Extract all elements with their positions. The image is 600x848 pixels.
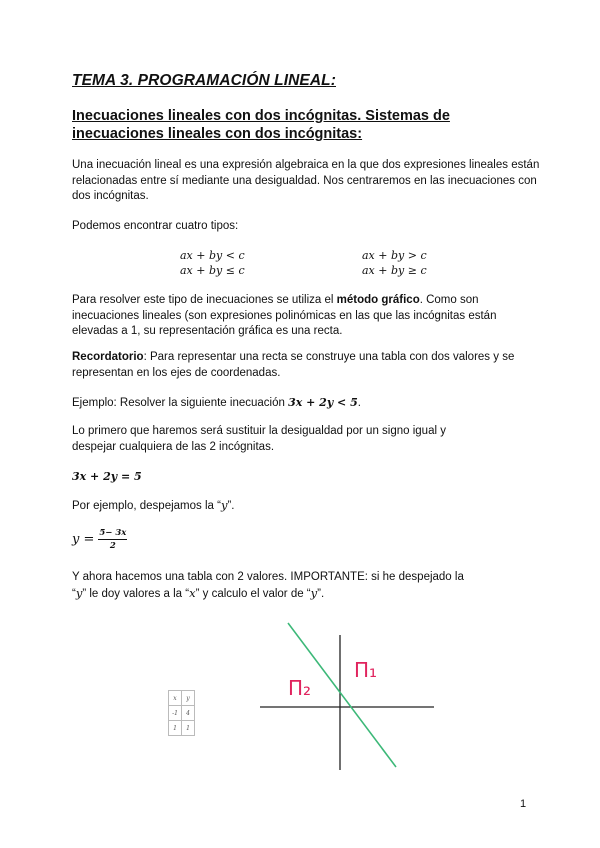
table-cell: -1 (169, 706, 182, 721)
example-text: Ejemplo: Resolver la siguiente inecuación (72, 397, 289, 409)
solve-line (72, 498, 234, 515)
page-title: TEMA 3. PROGRAMACIÓN LINEAL: (72, 72, 336, 89)
first-step-line-1: Lo primero que haremos será sustituir la desigualdad por un signo igual y (72, 425, 446, 437)
section-subtitle (72, 107, 472, 143)
table-l2-b: ” le doy valores a la “ (82, 587, 190, 600)
subtitle-line-2: inecuaciones lineales con dos incógnitas: (72, 126, 363, 142)
table-l2-y: y (75, 585, 83, 600)
method-line-1 (72, 293, 496, 309)
inequality-less-equal: ax + by ≤ c (180, 264, 245, 277)
solve-pre: Por ejemplo, despejamos la “ (72, 500, 221, 512)
method-bold: método gráfico (336, 294, 420, 306)
table-cell: 1 (169, 721, 182, 736)
method-paragraph (72, 293, 496, 340)
example-math: 3x + 2y < 5 (288, 396, 358, 409)
method-text-pre: Para resolver este tipo de inecuaciones se utiliza el (72, 294, 337, 306)
values-table (168, 690, 195, 736)
fraction-denominator: 2 (109, 541, 116, 551)
inequality-greater: ax + by > c (362, 249, 427, 262)
table-row (169, 706, 195, 721)
table-l2-y2: y (310, 585, 318, 600)
inequality-greater-equal: ax + by ≥ c (362, 264, 427, 277)
inequality-less: ax + by < c (180, 249, 245, 262)
types-label: Podemos encontrar cuatro tipos: (72, 220, 239, 232)
intro-line-2: relacionadas entre sí mediante una desigualdad. Nos centraremos en las inecuaciones con (72, 174, 537, 187)
solve-post: ”. (227, 500, 235, 512)
table-row (169, 721, 195, 736)
fraction-formula (72, 528, 127, 551)
fraction-numerator: 5− 3x (99, 528, 127, 538)
method-text-post: . Como son (419, 294, 479, 306)
table-l2-d: ”. (317, 587, 325, 600)
hand-drawn-graph (258, 615, 438, 775)
method-line-2: inecuaciones lineales (son expresiones polinómicas en las que las incógnitas están (72, 309, 497, 322)
table-paragraph (72, 570, 464, 602)
half-plane-label-right: Π₁ (354, 658, 378, 682)
first-step-line-2: despejar cualquiera de las 2 incógnitas. (72, 440, 275, 453)
intro-line-1: Una inecuación lineal es una expresión algebraica en la que dos expresiones lineales están (72, 159, 540, 171)
table-cell: 4 (182, 706, 195, 721)
reminder-line-2: representan en los ejes de coordenadas. (72, 366, 281, 379)
method-line-3: elevadas a 1, su representación gráfica es una recta. (72, 325, 343, 337)
reminder-paragraph (72, 350, 514, 381)
example-end: . (357, 397, 361, 409)
solve-var: y (220, 498, 228, 512)
fraction-lhs: y = (72, 532, 95, 547)
table-header-x: x (169, 691, 182, 706)
fraction-stack (98, 528, 127, 551)
table-line-1: Y ahora hacemos una tabla con 2 valores. IMPORTANTE: si he despejado la (72, 571, 464, 583)
half-plane-label-left: Π₂ (288, 676, 312, 700)
table-cell: 1 (182, 721, 195, 736)
intro-paragraph (72, 158, 539, 205)
reminder-text: : Para representar una recta se construye una tabla con dos valores y se (143, 351, 515, 363)
subtitle-line-1: Inecuaciones lineales con dos incógnitas. Sistemas de (72, 108, 450, 124)
reminder-line-1 (72, 350, 514, 366)
reminder-bold: Recordatorio (72, 351, 144, 363)
table-l2-c: ” y calculo el valor de “ (195, 587, 311, 600)
table-l2-a: “ (72, 587, 76, 600)
table-line-2 (72, 586, 464, 603)
table-header-y: y (182, 691, 195, 706)
page-number: 1 (520, 798, 527, 810)
first-step-paragraph (72, 424, 446, 455)
table-row (169, 691, 195, 706)
table-l2-x: x (189, 585, 196, 600)
example-line (72, 395, 361, 412)
intro-line-3: dos incógnitas. (72, 190, 149, 202)
equation: 3x + 2y = 5 (72, 470, 142, 483)
